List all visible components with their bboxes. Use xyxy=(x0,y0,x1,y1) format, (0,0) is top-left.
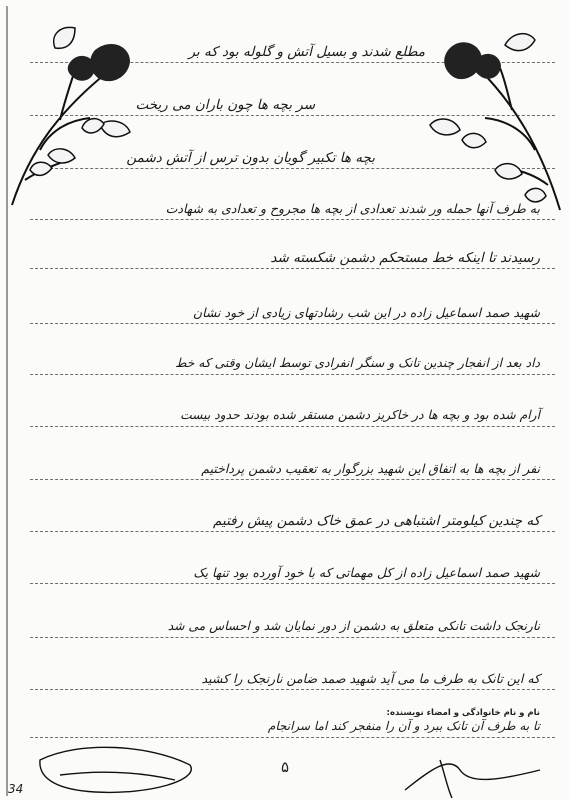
margin-number: 34 xyxy=(8,782,24,796)
handwritten-line: که این تانک به طرف ما می آید شهید صمد ضامن نارنجک را کشید xyxy=(201,671,540,686)
handwritten-line: تا به طرف آن تانک ببرد و آن را منفجر کند اما سرانجام xyxy=(267,719,540,733)
page-number: ۵ xyxy=(280,758,290,776)
handwritten-line: مطلع شدند و بسیل آتش و گلوله بود که بر xyxy=(188,44,425,60)
handwritten-line: شهید صمد اسماعیل زاده از کل مهماتی که با خود آورده بود تنها یک xyxy=(193,565,540,580)
handwritten-line: آرام شده بود و بچه ها در خاکریز دشمن مستقر شده بودند حدود بیست xyxy=(180,408,540,422)
handwritten-line: به طرف آنها حمله ور شدند تعدادی از بچه ها مجروح و تعدادی به شهادت xyxy=(165,201,540,216)
handwritten-line: نارنجک داشت تانکی متعلق به دشمن از دور نمایان شد و احساس می شد xyxy=(167,619,540,633)
handwritten-line: شهید صمد اسماعیل زاده در این شب رشادتهای زیادی از خود نشان xyxy=(192,305,540,320)
author-signature-label: نام و نام خانوادگی و امضاء نویسنده: xyxy=(386,708,540,718)
handwritten-line: سر بچه ها چون باران می ریخت xyxy=(135,97,315,113)
handwritten-line: داد بعد از انفجار چندین تانک و سنگر انفرادی توسط ایشان وقتی که خط xyxy=(175,356,540,370)
handwritten-line: رسیدند تا اینکه خط مستحکم دشمن شکسته شد xyxy=(270,250,540,266)
handwritten-line: نفر از بچه ها به اتفاق این شهید بزرگوار به تعقیب دشمن پرداختیم xyxy=(201,461,540,476)
handwritten-line: بچه ها تکبیر گویان بدون ترس از آتش دشمن xyxy=(126,150,375,166)
handwritten-line: که چندین کیلومتر اشتباهی در عمق خاک دشمن پیش رفتیم xyxy=(213,513,540,529)
